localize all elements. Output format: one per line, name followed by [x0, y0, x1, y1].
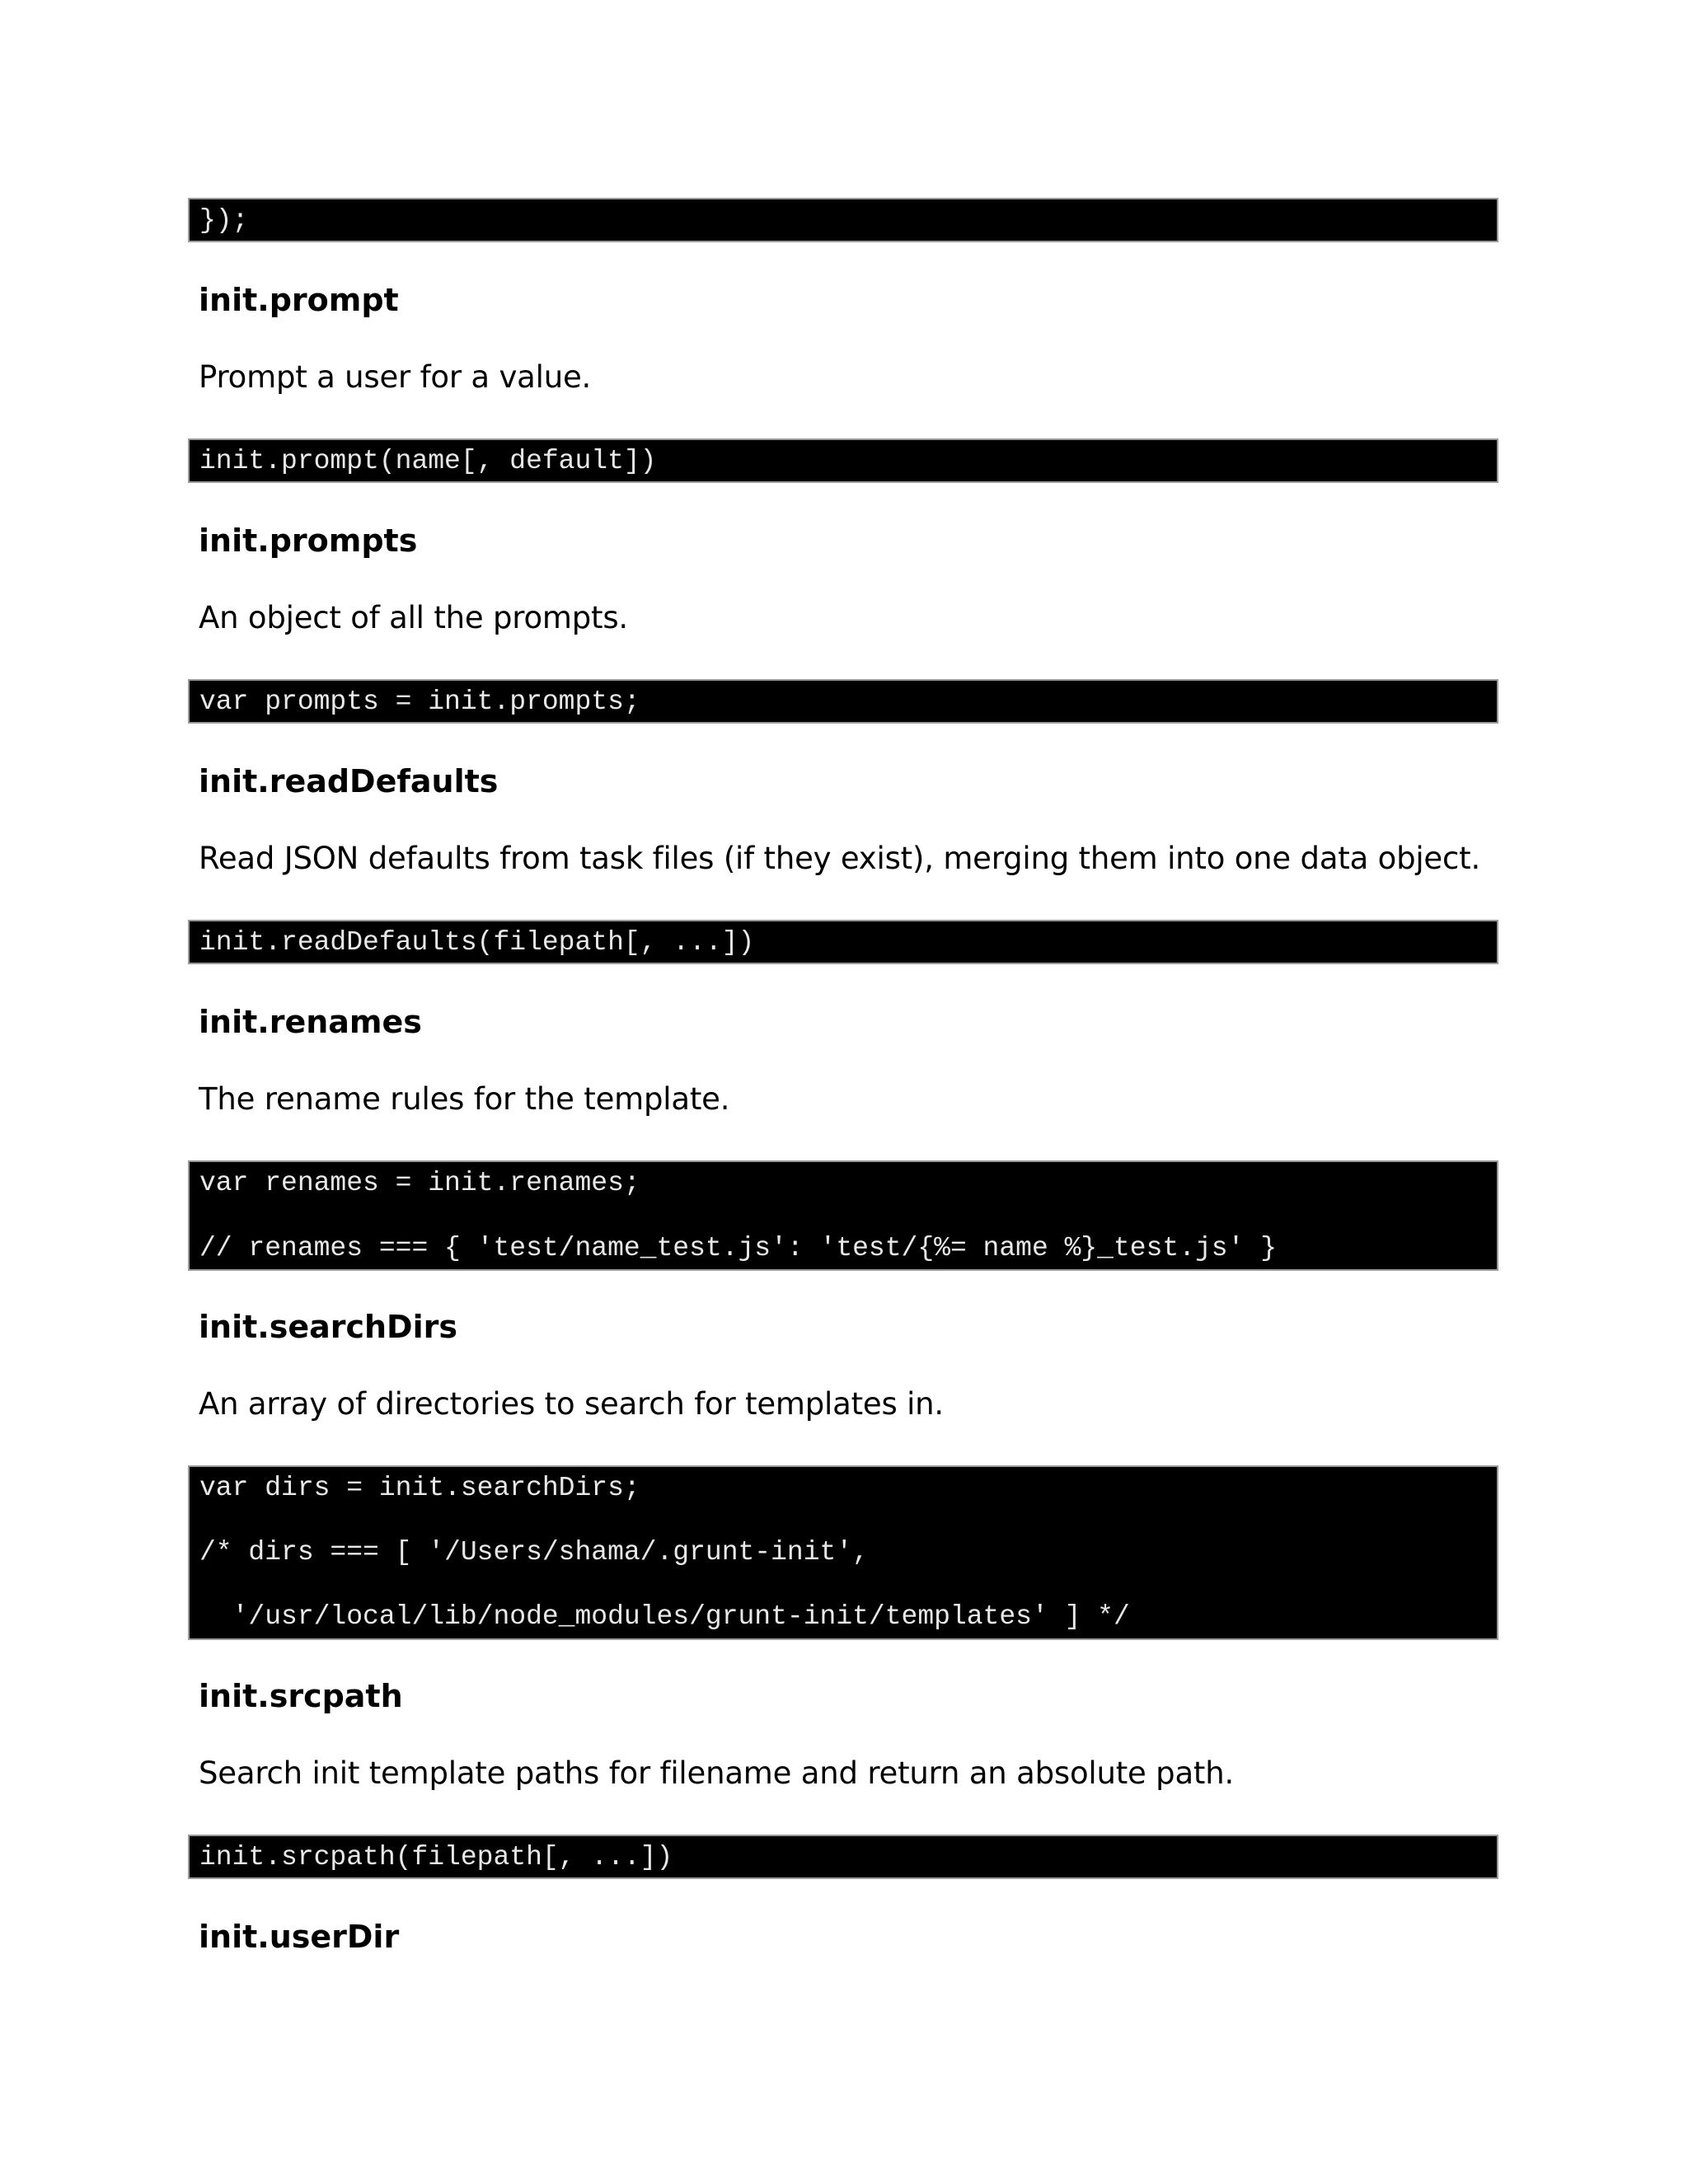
section-heading-init-userdir: init.userDir: [199, 1919, 400, 1955]
section-description-init-searchdirs: An array of directories to search for templates in.: [199, 1386, 944, 1422]
code-block-init-readdefaults: [188, 920, 1498, 964]
section-description-init-prompt: Prompt a user for a value.: [199, 359, 592, 395]
code-line: var renames = init.renames;: [199, 1168, 640, 1198]
code-line: var prompts = init.prompts;: [199, 687, 640, 717]
code-block-init-srcpath: [188, 1835, 1498, 1879]
code-line: // renames === { 'test/name_test.js': 'test/{%= name %}_test.js' }: [199, 1233, 1278, 1263]
section-description-init-readdefaults: Read JSON defaults from task files (if they exist), merging them into one data object.: [199, 841, 1481, 876]
code-block-init-searchdirs: [188, 1465, 1498, 1640]
code-block-init-prompts: [188, 679, 1498, 724]
code-block-init-renames: [188, 1160, 1498, 1271]
code-line: });: [199, 205, 249, 236]
section-description-init-prompts: An object of all the prompts.: [199, 600, 628, 635]
code-line: init.readDefaults(filepath[, ...]): [199, 927, 755, 958]
code-line: '/usr/local/lib/node_modules/grunt-init/templates' ] */: [199, 1601, 1130, 1632]
section-heading-init-renames: init.renames: [199, 1004, 422, 1040]
section-description-init-renames: The rename rules for the template.: [199, 1081, 730, 1117]
section-description-init-srcpath: Search init template paths for filename and return an absolute path.: [199, 1755, 1235, 1791]
code-line: var dirs = init.searchDirs;: [199, 1473, 640, 1503]
section-heading-init-searchdirs: init.searchDirs: [199, 1309, 457, 1345]
code-line: init.prompt(name[, default]): [199, 446, 657, 476]
section-heading-init-readdefaults: init.readDefaults: [199, 763, 499, 799]
code-block-closing: [188, 198, 1498, 242]
code-line: /* dirs === [ '/Users/shama/.grunt-init',: [199, 1537, 869, 1568]
code-line: init.srcpath(filepath[, ...]): [199, 1842, 673, 1872]
code-block-init-prompt: [188, 438, 1498, 483]
section-heading-init-prompts: init.prompts: [199, 523, 418, 559]
section-heading-init-srcpath: init.srcpath: [199, 1678, 403, 1714]
section-heading-init-prompt: init.prompt: [199, 282, 399, 318]
